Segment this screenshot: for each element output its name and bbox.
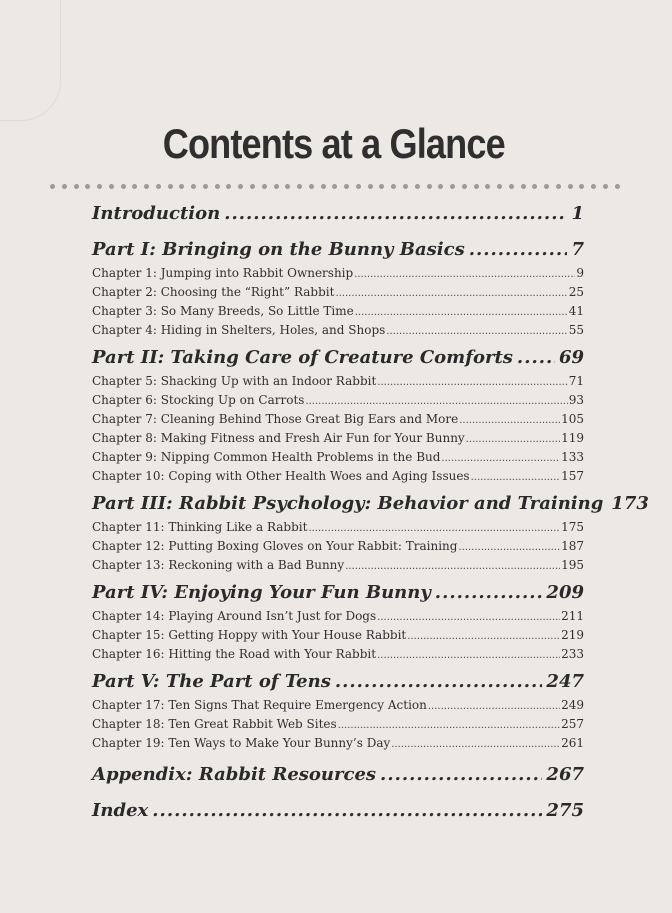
dot-leader bbox=[471, 468, 561, 487]
dot-leader bbox=[355, 303, 568, 322]
chapter-page-number: 249 bbox=[561, 698, 584, 712]
chapter-page-number: 133 bbox=[561, 450, 584, 464]
divider-dot bbox=[438, 184, 443, 189]
chapter-page-number: 175 bbox=[561, 520, 584, 534]
dot-leader bbox=[345, 557, 560, 576]
divider-dot bbox=[109, 184, 114, 189]
divider-dot bbox=[62, 184, 67, 189]
dot-leader bbox=[224, 200, 567, 228]
toc-entry-appendix[interactable] bbox=[92, 761, 584, 789]
entry-page-number: 1 bbox=[571, 203, 584, 224]
divider-dot bbox=[615, 184, 620, 189]
divider-dot bbox=[238, 184, 243, 189]
entry-label: Part II: Taking Care of Creature Comforts bbox=[92, 347, 513, 368]
toc-chapter-3[interactable] bbox=[92, 302, 584, 321]
divider-dot bbox=[521, 184, 526, 189]
divider-dot bbox=[591, 184, 596, 189]
toc-chapter-17[interactable] bbox=[92, 696, 584, 715]
chapter-page-number: 105 bbox=[561, 412, 584, 426]
dot-leader bbox=[308, 519, 560, 538]
entry-label: Part I: Bringing on the Bunny Basics bbox=[92, 239, 465, 260]
divider-dot bbox=[191, 184, 196, 189]
entry-label: Appendix: Rabbit Resources bbox=[92, 764, 377, 785]
dot-leader bbox=[354, 265, 575, 284]
chapter-label: Chapter 12: Putting Boxing Gloves on Your Rabbit: Training bbox=[92, 539, 458, 553]
dot-leader bbox=[380, 761, 542, 789]
chapter-page-number: 195 bbox=[561, 558, 584, 572]
toc-chapter-15[interactable] bbox=[92, 626, 584, 645]
chapter-page-number: 233 bbox=[561, 647, 584, 661]
chapter-page-number: 219 bbox=[561, 628, 584, 642]
divider-dot bbox=[168, 184, 173, 189]
toc-chapter-14[interactable] bbox=[92, 607, 584, 626]
chapter-label: Chapter 4: Hiding in Shelters, Holes, and Shops bbox=[92, 323, 386, 337]
divider-dot bbox=[368, 184, 373, 189]
entry-page-number: 275 bbox=[546, 800, 584, 821]
chapter-page-number: 119 bbox=[561, 431, 584, 445]
toc-chapter-7[interactable] bbox=[92, 410, 584, 429]
chapter-label: Chapter 15: Getting Hoppy with Your House Rabbit bbox=[92, 628, 407, 642]
toc-entry-index[interactable] bbox=[92, 797, 584, 825]
entry-page-number: 209 bbox=[546, 582, 584, 603]
chapter-page-number: 9 bbox=[576, 266, 584, 280]
dot-leader bbox=[377, 373, 567, 392]
chapter-page-number: 211 bbox=[561, 609, 584, 623]
divider-dot bbox=[532, 184, 537, 189]
toc-chapter-2[interactable] bbox=[92, 283, 584, 302]
chapter-label: Chapter 9: Nipping Common Health Problems in the Bud bbox=[92, 450, 441, 464]
divider-dot bbox=[462, 184, 467, 189]
toc-entry-part-3[interactable] bbox=[92, 490, 649, 518]
dot-leader bbox=[305, 392, 567, 411]
toc-chapter-4[interactable] bbox=[92, 321, 584, 340]
chapter-label: Chapter 13: Reckoning with a Bad Bunny bbox=[92, 558, 345, 572]
divider-dot bbox=[274, 184, 279, 189]
divider-dot bbox=[50, 184, 55, 189]
entry-page-number: 267 bbox=[546, 764, 584, 785]
toc-chapter-6[interactable] bbox=[92, 391, 584, 410]
divider-dot bbox=[332, 184, 337, 189]
entry-page-number: 247 bbox=[546, 671, 584, 692]
chapter-label: Chapter 6: Stocking Up on Carrots bbox=[92, 393, 305, 407]
dot-leader bbox=[152, 797, 542, 825]
divider-dot bbox=[568, 184, 573, 189]
toc-entry-part-5[interactable] bbox=[92, 668, 584, 696]
entry-page-number: 7 bbox=[571, 239, 584, 260]
toc-chapter-16[interactable] bbox=[92, 645, 584, 664]
entry-label: Part IV: Enjoying Your Fun Bunny bbox=[92, 582, 431, 603]
dot-leader bbox=[469, 236, 568, 264]
divider-dot bbox=[226, 184, 231, 189]
divider-dot bbox=[427, 184, 432, 189]
dot-leader bbox=[407, 627, 560, 646]
divider-dot bbox=[262, 184, 267, 189]
toc-chapter-8[interactable] bbox=[92, 429, 584, 448]
dot-leader bbox=[335, 284, 567, 303]
chapter-page-number: 41 bbox=[568, 304, 584, 318]
toc-chapter-12[interactable] bbox=[92, 537, 584, 556]
toc-chapter-11[interactable] bbox=[92, 518, 584, 537]
divider-dot bbox=[309, 184, 314, 189]
chapter-page-number: 71 bbox=[568, 374, 584, 388]
divider-dot bbox=[297, 184, 302, 189]
chapter-page-number: 261 bbox=[561, 736, 584, 750]
divider-dot bbox=[97, 184, 102, 189]
toc-chapter-10[interactable] bbox=[92, 467, 584, 486]
divider-dot bbox=[144, 184, 149, 189]
toc-chapter-18[interactable] bbox=[92, 715, 584, 734]
toc-entry-introduction[interactable] bbox=[92, 200, 584, 228]
divider-dot bbox=[344, 184, 349, 189]
chapter-label: Chapter 17: Ten Signs That Require Emergency Action bbox=[92, 698, 427, 712]
dot-leader bbox=[466, 430, 560, 449]
chapter-label: Chapter 5: Shacking Up with an Indoor Rabbit bbox=[92, 374, 377, 388]
divider-dot bbox=[497, 184, 502, 189]
toc-entry-part-1[interactable] bbox=[92, 236, 584, 264]
chapter-label: Chapter 16: Hitting the Road with Your Rabbit bbox=[92, 647, 377, 661]
dot-leader bbox=[391, 735, 560, 754]
dotted-divider bbox=[50, 180, 620, 192]
toc-chapter-1[interactable] bbox=[92, 264, 584, 283]
divider-dot bbox=[579, 184, 584, 189]
divider-dot bbox=[285, 184, 290, 189]
divider-dot bbox=[215, 184, 220, 189]
chapter-label: Chapter 3: So Many Breeds, So Little Time bbox=[92, 304, 354, 318]
divider-dot bbox=[415, 184, 420, 189]
toc-chapter-9[interactable] bbox=[92, 448, 584, 467]
dot-leader bbox=[435, 579, 543, 607]
chapter-label: Chapter 2: Choosing the “Right” Rabbit bbox=[92, 285, 335, 299]
chapter-page-number: 93 bbox=[568, 393, 584, 407]
divider-dot bbox=[391, 184, 396, 189]
dot-leader bbox=[377, 608, 560, 627]
dot-leader bbox=[338, 716, 560, 735]
chapter-label: Chapter 19: Ten Ways to Make Your Bunny’s Day bbox=[92, 736, 391, 750]
divider-dot bbox=[450, 184, 455, 189]
dot-leader bbox=[377, 646, 560, 665]
divider-dot bbox=[603, 184, 608, 189]
chapter-page-number: 257 bbox=[561, 717, 584, 731]
toc-chapter-13[interactable] bbox=[92, 556, 584, 575]
dot-leader bbox=[517, 344, 555, 372]
divider-dot bbox=[203, 184, 208, 189]
entry-label: Introduction bbox=[92, 203, 221, 224]
toc-chapter-19[interactable] bbox=[92, 734, 584, 753]
divider-dot bbox=[556, 184, 561, 189]
divider-dot bbox=[179, 184, 184, 189]
entry-page-number: 173 bbox=[611, 493, 649, 514]
entry-label: Part V: The Part of Tens bbox=[92, 671, 331, 692]
toc-chapter-5[interactable] bbox=[92, 372, 584, 391]
chapter-label: Chapter 10: Coping with Other Health Woes and Aging Issues bbox=[92, 469, 470, 483]
divider-dot bbox=[544, 184, 549, 189]
table-of-contents bbox=[92, 200, 649, 825]
divider-dot bbox=[356, 184, 361, 189]
chapter-label: Chapter 8: Making Fitness and Fresh Air Fun for Your Bunny bbox=[92, 431, 465, 445]
entry-label: Index bbox=[92, 800, 149, 821]
divider-dot bbox=[485, 184, 490, 189]
entry-label: Part III: Rabbit Psychology: Behavior and Training bbox=[92, 493, 604, 514]
divider-dot bbox=[250, 184, 255, 189]
dot-leader bbox=[386, 322, 567, 341]
chapter-label: Chapter 14: Playing Around Isn’t Just for Dogs bbox=[92, 609, 377, 623]
divider-dot bbox=[403, 184, 408, 189]
divider-dot bbox=[474, 184, 479, 189]
dot-leader bbox=[459, 411, 560, 430]
dot-leader bbox=[335, 668, 543, 696]
toc-entry-part-2[interactable] bbox=[92, 344, 584, 372]
chapter-page-number: 187 bbox=[561, 539, 584, 553]
divider-dot bbox=[85, 184, 90, 189]
dot-leader bbox=[441, 449, 560, 468]
chapter-label: Chapter 18: Ten Great Rabbit Web Sites bbox=[92, 717, 337, 731]
divider-dot bbox=[121, 184, 126, 189]
chapter-page-number: 55 bbox=[568, 323, 584, 337]
divider-dot bbox=[132, 184, 137, 189]
chapter-page-number: 157 bbox=[561, 469, 584, 483]
page-title: Contents at a Glance bbox=[162, 120, 505, 167]
divider-dot bbox=[379, 184, 384, 189]
divider-dot bbox=[74, 184, 79, 189]
divider-dot bbox=[509, 184, 514, 189]
page-curl-decoration bbox=[0, 0, 61, 121]
entry-page-number: 69 bbox=[558, 347, 584, 368]
dot-leader bbox=[428, 697, 560, 716]
toc-entry-part-4[interactable] bbox=[92, 579, 584, 607]
dot-leader bbox=[458, 538, 560, 557]
chapter-label: Chapter 11: Thinking Like a Rabbit bbox=[92, 520, 308, 534]
chapter-page-number: 25 bbox=[568, 285, 584, 299]
chapter-label: Chapter 7: Cleaning Behind Those Great Big Ears and More bbox=[92, 412, 459, 426]
divider-dot bbox=[156, 184, 161, 189]
chapter-label: Chapter 1: Jumping into Rabbit Ownership bbox=[92, 266, 354, 280]
divider-dot bbox=[321, 184, 326, 189]
